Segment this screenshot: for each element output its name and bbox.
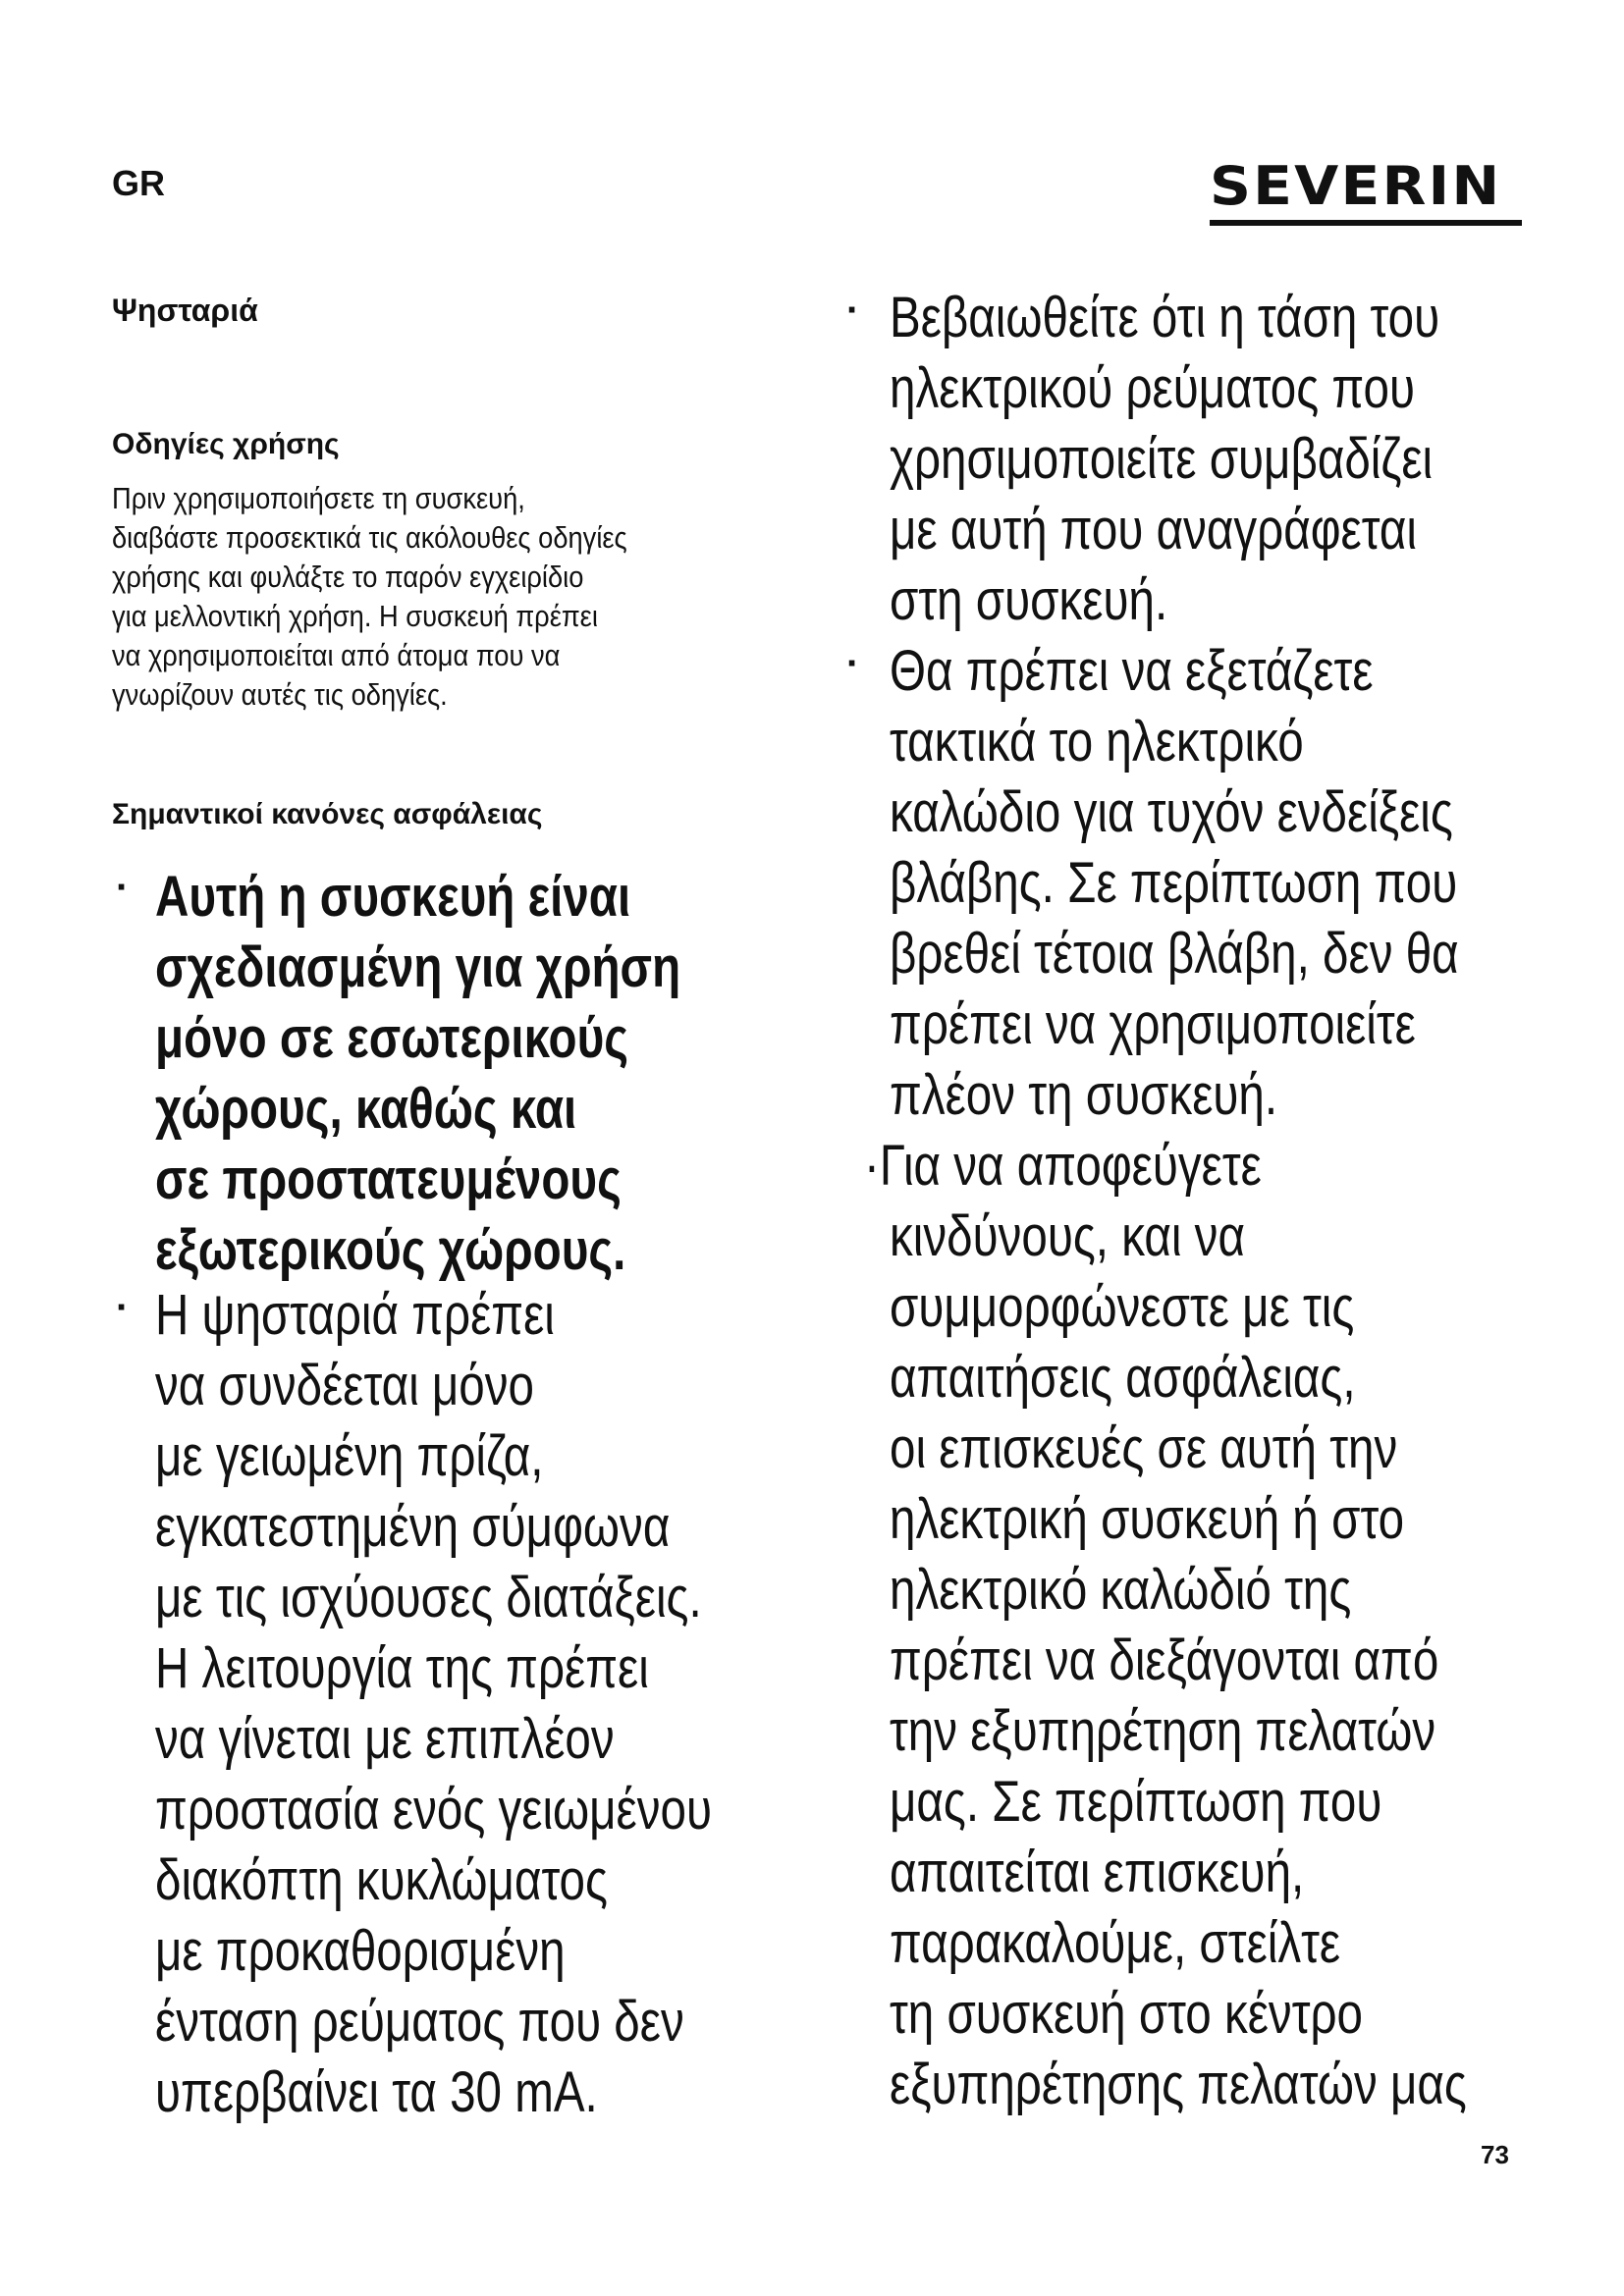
bullet-line: Αυτή η συσκευή είναι [155, 865, 631, 929]
usage-heading: Οδηγίες χρήσης [112, 428, 340, 460]
bullet-cable-check [890, 636, 1584, 1131]
bullet-line: τη συσκευή στο κέντρο [890, 1982, 1364, 2046]
intro-line: διαβάστε προσεκτικά τις ακόλουθες οδηγίες [112, 520, 627, 555]
page-number: 73 [1481, 2140, 1509, 2169]
bullet-line: Θα πρέπει να εξετάζετε [890, 639, 1374, 703]
product-title: Ψησταριά [112, 293, 258, 328]
bullet-indoor-use [155, 862, 796, 1286]
bullet-line: παρακαλούμε, στείλτε [890, 1911, 1341, 1975]
bullet-line: εξυπηρέτησης πελατών μας [890, 2053, 1467, 2116]
bullet-dot: · [116, 866, 130, 909]
bullet-line: με αυτή που αναγράφεται [890, 498, 1417, 561]
bullet-line: τακτικά το ηλεκτρικό [890, 710, 1304, 774]
bullet-line: μας. Σε περίπτωση που [890, 1770, 1382, 1834]
bullet-line: να συνδέεται μόνο [155, 1354, 534, 1417]
bullet-line: με τις ισχύουσες διατάξεις. [155, 1566, 702, 1629]
bullet-line: πρέπει να διεξάγονται από [890, 1629, 1439, 1692]
bullet-line: βλάβης. Σε περίπτωση που [890, 851, 1458, 915]
bullet-line: σε προστατευμένους [155, 1148, 622, 1211]
bullet-line: απαιτείται επισκευή, [890, 1841, 1305, 1904]
bullet-line: ηλεκτρικού ρεύματος που [890, 356, 1415, 420]
bullet-line: συμμορφώνεστε με τις [890, 1275, 1355, 1339]
intro-paragraph [112, 479, 799, 715]
bullet-line: καλώδιο για τυχόν ενδείξεις [890, 780, 1453, 844]
bullet-line: εξωτερικούς χώρους. [155, 1218, 626, 1282]
safety-heading: Σημαντικοί κανόνες ασφάλειας [112, 798, 543, 830]
bullet-line: υπερβαίνει τα 30 mA. [155, 2060, 598, 2124]
bullet-line: κινδύνους, και να [890, 1204, 1245, 1268]
bullet-line: πλέον τη συσκευή. [890, 1063, 1278, 1127]
logo-underline [1210, 220, 1522, 226]
bullet-line: ένταση ρεύματος που δεν [155, 1990, 684, 2054]
bullet-line: χώρους, καθώς και [155, 1077, 577, 1141]
severin-logo [1210, 157, 1526, 226]
bullet-line: με προκαθορισμένη [155, 1919, 566, 1983]
bullet-line: βρεθεί τέτοια βλάβη, δεν θα [890, 922, 1459, 986]
bullet-grounded-socket [155, 1280, 834, 2128]
bullet-line: ηλεκτρικό καλώδιό της [890, 1558, 1352, 1622]
intro-line: χρήσης και φυλάξτε το παρόν εγχειρίδιο [112, 560, 584, 594]
bullet-line: πρέπει να χρησιμοποιείτε [890, 992, 1416, 1056]
bullet-line: οι επισκευές σε αυτή την [890, 1416, 1398, 1480]
bullet-dot: · [846, 642, 860, 685]
bullet-line: χρησιμοποιείτε συμβαδίζει [890, 427, 1434, 491]
bullet-line: με γειωμένη πρίζα, [155, 1424, 544, 1488]
bullet-line: εγκατεστημένη σύμφωνα [155, 1495, 671, 1559]
bullet-repairs-service [864, 1131, 1594, 2120]
bullet-dot: · [846, 289, 860, 332]
intro-line: για μελλοντική χρήση. Η συσκευή πρέπει [112, 599, 598, 633]
bullet-line: απαιτήσεις ασφάλειας, [890, 1346, 1356, 1410]
language-code: GR [112, 163, 165, 203]
bullet-line: να γίνεται με επιπλέον [155, 1707, 615, 1771]
bullet-line: διακόπτη κυκλώματος [155, 1848, 608, 1912]
bullet-line: Βεβαιωθείτε ότι η τάση του [890, 286, 1440, 349]
bullet-line: ηλεκτρική συσκευή ή στο [890, 1487, 1405, 1551]
intro-line: γνωρίζουν αυτές τις οδηγίες. [112, 677, 448, 712]
bullet-dot: · [116, 1286, 130, 1329]
bullet-line: την εξυπηρέτηση πελατών [890, 1699, 1436, 1763]
intro-line: Πριν χρησιμοποιήσετε τη συσκευή, [112, 481, 525, 515]
bullet-line: προστασία ενός γειωμένου [155, 1778, 713, 1842]
bullet-line: μόνο σε εσωτερικούς [155, 1006, 628, 1070]
bullet-line: σχεδιασμένη για χρήση [155, 935, 681, 999]
bullet-line: στη συσκευή. [890, 568, 1168, 632]
bullet-voltage-check [890, 283, 1560, 636]
bullet-line: Η λειτουργία της πρέπει [155, 1636, 649, 1700]
intro-line: να χρησιμοποιείται από άτομα που να [112, 638, 561, 672]
bullet-line: Η ψησταριά πρέπει [155, 1283, 555, 1347]
bullet-line: ·Για να αποφεύγετε [864, 1134, 1262, 1198]
brand-name: SEVERIN [1210, 155, 1502, 217]
